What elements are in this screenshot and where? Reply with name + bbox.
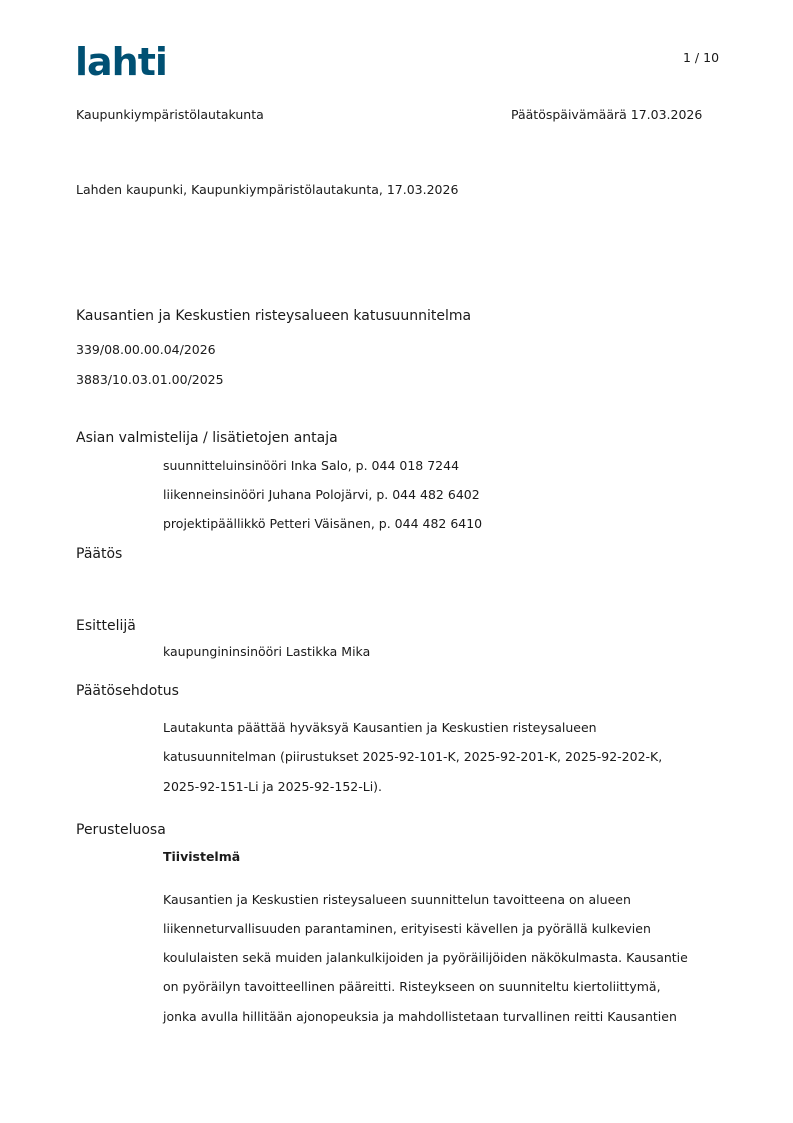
page-number: 1 / 10 <box>683 50 720 65</box>
document-title: Kausantien ja Keskustien risteysalueen katusuunnitelma <box>76 308 472 324</box>
proposal-heading: Päätösehdotus <box>76 683 179 699</box>
preparer-heading: Asian valmistelija / lisätietojen antaja <box>76 430 338 446</box>
decision-date: Päätöspäivämäärä 17.03.2026 <box>511 107 703 122</box>
summary-heading: Tiivistelmä <box>163 849 241 864</box>
rationale-heading: Perusteluosa <box>76 822 166 838</box>
proposal-line: Lautakunta päättää hyväksyä Kausantien ja Keskustien risteysalueen <box>163 720 597 735</box>
presenter-heading: Esittelijä <box>76 618 136 634</box>
preparer-item: liikenneinsinööri Juhana Polojärvi, p. 044 482 6402 <box>163 487 480 502</box>
lahti-logo: lahti <box>75 40 167 84</box>
reference-number: 3883/10.03.01.00/2025 <box>76 372 224 387</box>
proposal-line: 2025-92-151-Li ja 2025-92-152-Li). <box>163 779 383 794</box>
board-name: Kaupunkiympäristölautakunta <box>76 107 264 122</box>
preparer-item: suunnitteluinsinööri Inka Salo, p. 044 018 7244 <box>163 458 460 473</box>
presenter-name: kaupungininsinööri Lastikka Mika <box>163 644 371 659</box>
rationale-line: Kausantien ja Keskustien risteysalueen suunnittelun tavoitteena on alueen <box>163 892 631 907</box>
rationale-line: koululaisten sekä muiden jalankulkijoiden ja pyöräilijöiden näkökulmasta. Kausantie <box>163 950 688 965</box>
rationale-line: liikenneturvallisuuden parantaminen, erityisesti kävellen ja pyörällä kulkevien <box>163 921 651 936</box>
preparer-item: projektipäällikkö Petteri Väisänen, p. 044 482 6410 <box>163 516 483 531</box>
decision-heading: Päätös <box>76 546 123 562</box>
proposal-line: katusuunnitelman (piirustukset 2025-92-101-K, 2025-92-201-K, 2025-92-202-K, <box>163 749 663 764</box>
rationale-line: jonka avulla hillitään ajonopeuksia ja mahdollistetaan turvallinen reitti Kausantien <box>163 1009 677 1024</box>
reference-number: 339/08.00.00.04/2026 <box>76 342 216 357</box>
meeting-line: Lahden kaupunki, Kaupunkiympäristölautakunta, 17.03.2026 <box>76 182 459 197</box>
rationale-line: on pyöräilyn tavoitteellinen pääreitti. Risteykseen on suunniteltu kiertoliittymä, <box>163 979 661 994</box>
